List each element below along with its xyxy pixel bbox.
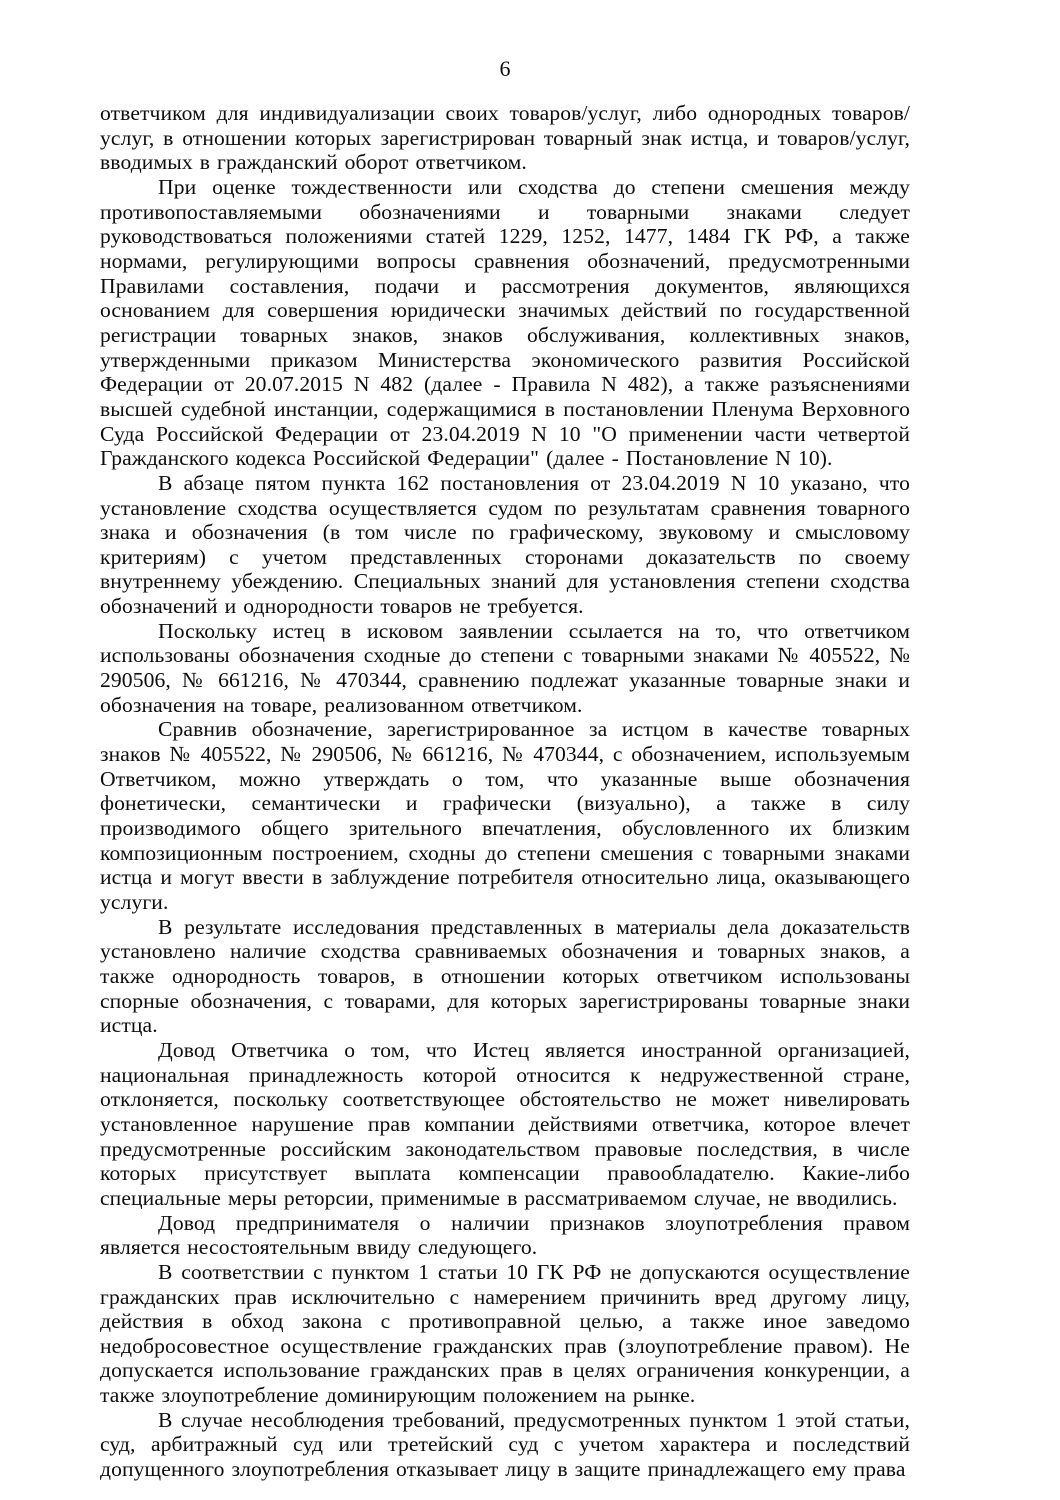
paragraph: Сравнив обозначение, зарегистрированное за истцом в качестве товарных знаков № 405522, № 290506, № 661216, № 470344, с обозначением, используемым Ответчиком, можно утверждать о том, что указанные выше обозначения фонетически, семантически и графически (визуально), а также в силу производимого общего зрительного впечатления, обусловленного их близким композиционным построением, сходны до степени смешения с товарными знаками истца и могут ввести в заблуждение потребителя относительно лица, оказывающего услуги. [100,717,910,914]
paragraph: В результате исследования представленных в материалы дела доказательств установлено наличие сходства сравниваемых обозначения и товарных знаков, а также однородность товаров, в отношении которых ответчиком использованы спорные обозначения, с товарами, для которых зарегистрированы товарные знаки истца. [100,914,910,1038]
paragraph: Довод предпринимателя о наличии признаков злоупотребления правом является несостоятельным ввиду следующего. [100,1210,910,1260]
paragraph: В случае несоблюдения требований, предусмотренных пунктом 1 этой статьи, суд, арбитражный суд или третейский суд с учетом характера и последствий допущенного злоупотребления отказывает лицу в защите принадлежащего ему права [100,1407,910,1482]
paragraph: ответчиком для индивидуализации своих товаров/услуг, либо однородных товаров/услуг, в отношении которых зарегистрирован товарный знак истца, и товаров/услуг, вводимых в гражданский оборот ответчиком. [100,101,910,175]
page-number: 6 [499,56,511,81]
paragraph: При оценке тождественности или сходства до степени смешения между противопоставляемыми обозначениями и товарными знаками следует руководствоваться положениями статей 1229, 1252, 1477, 1484 ГК РФ, а также нормами, регулирующими вопросы сравнения обозначений, предусмотренными Правилами составления, подачи и рассмотрения документов, являющихся основанием для совершения юридически значимых действий по государственной регистрации товарных знаков, знаков обслуживания, коллективных знаков, утвержденными приказом Министерства экономического развития Российской Федерации от 20.07.2015 N 482 (далее - Правила N 482), а также разъяснениями высшей судебной инстанции, содержащимися в постановлении Пленума Верховного Суда Российской Федерации от 23.04.2019 N 10 "О применении части четвертой Гражданского кодекса Российской Федерации" (далее - Постановление N 10). [100,174,910,471]
paragraph: В абзаце пятом пункта 162 постановления от 23.04.2019 N 10 указано, что установление сходства осуществляется судом по результатам сравнения товарного знака и обозначения (в том числе по графическому, звуковому и смысловому критериям) с учетом представленных сторонами доказательств по своему внутреннему убеждению. Специальных знаний для установления степени сходства обозначений и однородности товаров не требуется. [100,470,910,619]
paragraph: Поскольку истец в исковом заявлении ссылается на то, что ответчиком использованы обозначения сходные до степени с товарными знаками № 405522, № 290506, № 661216, № 470344, сравнению подлежат указанные товарные знаки и обозначения на товаре, реализованном ответчиком. [100,618,910,717]
paragraph: Довод Ответчика о том, что Истец является иностранной организацией, национальная принадлежность которой относится к недружественной стране, отклоняется, поскольку соответствующее обстоятельство не может нивелировать установленное нарушение прав компании действиями ответчика, которое влечет предусмотренные российским законодательством правовые последствия, в числе которых присутствует выплата компенсации правообладателю. Какие-либо специальные меры реторсии, применимые в рассматриваемом случае, не вводились. [100,1037,910,1210]
paragraph: В соответствии с пунктом 1 статьи 10 ГК РФ не допускаются осуществление гражданских прав исключительно с намерением причинить вред другому лицу, действия в обход закона с противоправной целью, а также иное заведомо недобросовестное осуществление гражданских прав (злоупотребление правом). Не допускается использование гражданских прав в целях ограничения конкуренции, а также злоупотребление доминирующим положением на рынке. [100,1259,910,1408]
